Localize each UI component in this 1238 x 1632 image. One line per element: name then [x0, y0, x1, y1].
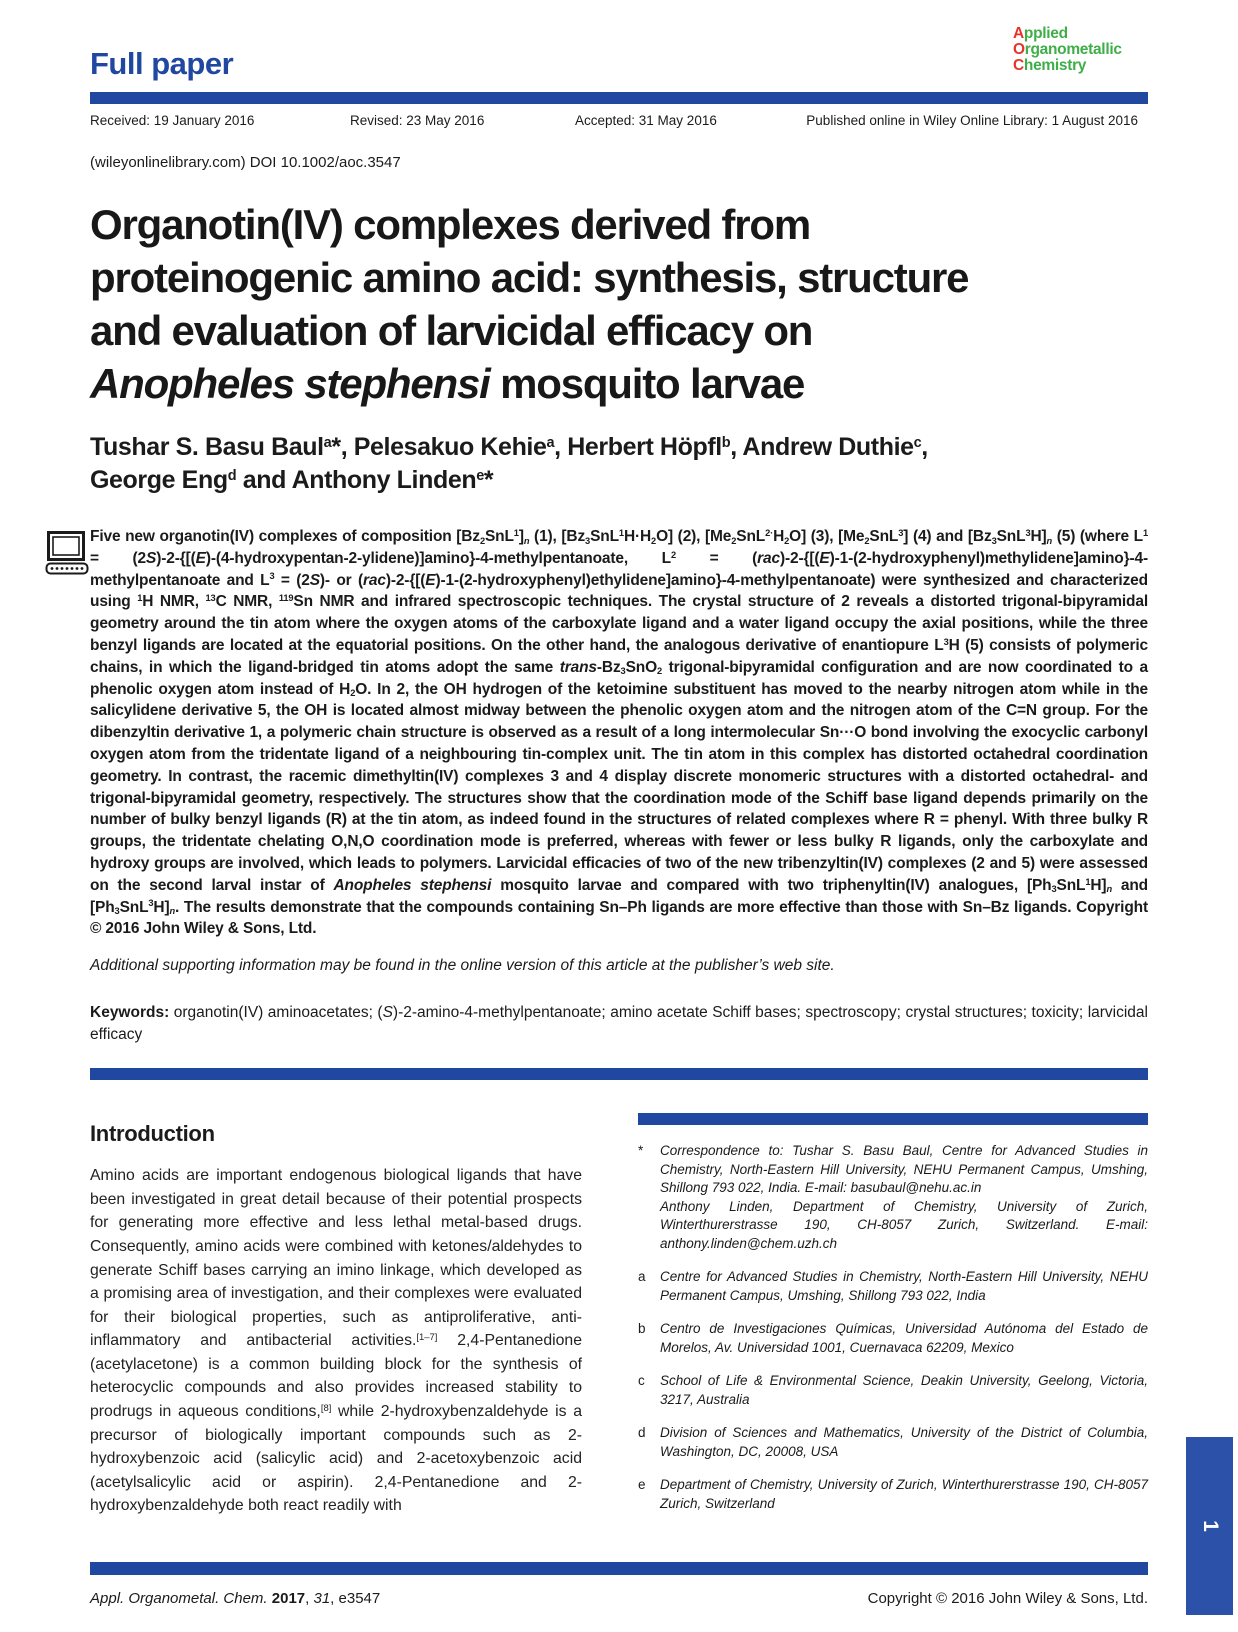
affiliation-text: School of Life & Environmental Science, Deakin University, Geelong, Victoria, 3217, Australia	[660, 1373, 1148, 1407]
received-date: Received: 19 January 2016	[90, 113, 255, 128]
page-content	[90, 0, 1148, 1518]
affiliation-label: e	[638, 1477, 646, 1493]
affiliation-text: Centro de Investigaciones Químicas, Universidad Autónoma del Estado de Morelos, Av. Universidad 1001, Cuernavaca 62209, Mexico	[660, 1321, 1148, 1355]
affiliation-item	[638, 1320, 1148, 1357]
revised-date: Revised: 23 May 2016	[350, 113, 485, 128]
author-list: Tushar S. Basu Baul$^a$*, Pelesakuo Kehie$^a$, Herbert Höpfl$^b$, Andrew Duthie$^c$, George Eng$^d$ and Anthony Linden$^e$*	[90, 433, 928, 494]
affiliation-text: Division of Sciences and Mathematics, University of the District of Columbia, Washington, DC, 20008, USA	[660, 1425, 1148, 1459]
correspondence-marker: *	[638, 1143, 644, 1159]
published-date: Published online in Wiley Online Library: 1 August 2016	[806, 113, 1138, 128]
supporting-info-note: Additional supporting information may be found in the online version of this article at the publisher’s web site.	[90, 957, 835, 975]
left-column	[90, 1080, 582, 1518]
affiliation-label: b	[638, 1321, 646, 1337]
affiliation-item	[638, 1372, 1148, 1409]
doi-line: (wileyonlinelibrary.com) DOI 10.1002/aoc.3547	[90, 154, 401, 171]
page-footer	[90, 1562, 1148, 1607]
page-number: 1	[1198, 1520, 1222, 1532]
affiliation-item	[638, 1476, 1148, 1513]
header-rule	[90, 92, 1148, 104]
supporting-info-computer-icon	[45, 529, 91, 581]
journal-logo	[1013, 26, 1122, 74]
logo-line-applied: Applied	[1013, 25, 1068, 42]
keywords-label: Keywords:	[90, 1004, 170, 1022]
affiliation-text: Department of Chemistry, University of Zurich, Winterthurerstrasse 190, CH-8057 Zurich, Switzerland	[660, 1477, 1148, 1511]
introduction-heading: Introduction	[90, 1121, 215, 1147]
abstract-text: Five new organotin(IV) complexes of composition $[Bz_2SnL^1]_n$ (1), $[Bz_3SnL^1H\cdot H_2O]$ (2), $[Me_2SnL^{2\cdot}H_2O]$ (3), $[Me_2SnL^3]$ (4) and $[Bz_3SnL^3H]_n$ (5) (where $L^1$ = (2S)-2-{[(E)-(4-hydroxypentan-2-ylidene)]amino}-4-methylpentanoate, $L^2$ = (rac)-2-{[(E)-1-(2-hydroxyphenyl)methylidene]amino}-4-methylpentanoate and $L^3 = (2S)-$ or (rac)-2-{[(E)-1-(2-hydroxyphenyl)ethylidene]amino}-4-methylpentanoate) were synthesized and characterized using $^1$H NMR, $^{13}$C NMR, $^{119}$Sn NMR and infrared spectroscopic techniques. The crystal structure of 2 reveals a distorted trigonal-bipyramidal geometry around the tin atom where the oxygen atoms of the carboxylate ligand and a water ligand occupy the axial positions, while the three benzyl ligands are located at the equatorial positions. On the other hand, the analogous derivative of enantiopure $L^3H$ (5) consists of polymeric chains, in which the ligand-bridged tin atoms adopt the same trans-$Bz_3SnO_2$ trigonal-bipyramidal configuration and are now coordinated to a phenolic oxygen atom instead of $H_2O$. In 2, the OH hydrogen of the ketoimine substituent has moved to the nearby nitrogen atom while in the salicylidene derivative 5, the OH is located almost midway between the phenolic oxygen atom and the nitrogen atom of the C=N group. For the dibenzyltin derivative 1, a polymeric chain structure is observed as a result of a long intermolecular Sn···O bond involving the exocyclic carbonyl oxygen atom from the tridentate ligand of a neighbouring tin-complex unit. The tin atom in this complex has distorted octahedral coordination geometry. In contrast, the racemic dimethyltin(IV) complexes 3 and 4 display discrete monomeric structures with a distorted octahedral- and trigonal-bipyramidal geometry, respectively. The structures show that the coordination mode of the Schiff base ligand depends primarily on the number of bulky benzyl ligands (R) at the tin atom, as indeed found in the structures of related complexes where R = phenyl. With three bulky R groups, the tridentate chelating O,N,O coordination mode is preferred, whereas with fewer or less bulky R ligands, only the carboxylate and hydroxy groups are involved, which leads to polymers. Larvicidal efficacies of two of the new tribenzyltin(IV) complexes (2 and 5) were assessed on the second larval instar of Anopheles stephensi mosquito larvae and compared with two triphenyltin(IV) analogues, $[Ph_3SnL^1H]_n$ and $[Ph_3SnL^3H]_n$. The results demonstrate that the compounds containing Sn–Ph ligands are more effective than those with Sn–Bz ligands. Copyright © 2016 John Wiley & Sons, Ltd.	[90, 527, 1149, 938]
introduction-paragraph: Amino acids are important endogenous biological ligands that have been investigated in great detail because of their potential prospects for generating more effective and less lethal metal-based drugs. Consequently, amino acids were combined with ketones/aldehydes to generate Schiff bases carrying an imino linkage, which developed as a promising area of investigation, and their complexes were evaluated for their biological properties, such as antiproliferative, anti-inflammatory and antibacterial activities.[1–7] 2,4-Pentanedione (acetylacetone) is a common building block for the synthesis of heterocyclic compounds and also provides increased stability to prodrugs in aqueous conditions,[8] while 2-hydroxybenzaldehyde is a precursor of biologically important compounds such as 2-hydroxybenzoic acid (salicylic acid) and 2-acetoxybenzoic acid (acetylsalicylic acid or aspirin). 2,4-Pentanedione and 2-hydroxybenzaldehyde both react readily with	[90, 1167, 582, 1515]
right-column-rule	[638, 1113, 1148, 1125]
correspondence-text: Correspondence to: Tushar S. Basu Baul, Centre for Advanced Studies in Chemistry, North-Eastern Hill University, NEHU Permanent Campus, Umshing, Shillong 793 022, India. E-mail: basubaul@nehu.ac.in Anthony Linden, Department of Chemistry, University of Zurich, Winterthurerstrasse 190, CH-8057 Zurich, Switzerland. E-mail: anthony.linden@chem.uzh.ch	[660, 1143, 1148, 1251]
correspondence-note	[638, 1142, 1148, 1253]
footer-rule	[90, 1562, 1148, 1575]
abstract-section	[90, 526, 1148, 940]
affiliation-label: c	[638, 1373, 645, 1389]
page-number-tab	[1186, 1437, 1233, 1615]
two-column-area	[90, 1080, 1148, 1518]
footer-row	[90, 1590, 1148, 1607]
affiliation-label: a	[638, 1269, 646, 1285]
affiliation-item	[638, 1424, 1148, 1461]
keywords-line	[90, 1002, 1148, 1046]
keywords-text: organotin(IV) aminoacetates; (S)-2-amino-4-methylpentanoate; amino acetate Schiff bases; spectroscopy; crystal structures; toxicity; larvicidal efficacy	[90, 1004, 1148, 1044]
copyright-notice: Copyright © 2016 John Wiley & Sons, Ltd.	[867, 1590, 1148, 1607]
logo-line-chemistry: Chemistry	[1013, 57, 1087, 74]
affiliation-label: d	[638, 1425, 646, 1441]
mid-rule	[90, 1068, 1148, 1080]
right-column	[638, 1080, 1148, 1518]
section-label: Full paper	[90, 46, 234, 81]
journal-reference: Appl. Organometal. Chem. 2017, 31, e3547	[90, 1590, 381, 1607]
affiliation-item	[638, 1268, 1148, 1305]
article-title: Organotin(IV) complexes derived from proteinogenic amino acid: synthesis, structure and evaluation of larvicidal efficacy on Anopheles stephensi mosquito larvae	[90, 201, 969, 407]
dates-row	[90, 113, 1148, 130]
accepted-date: Accepted: 31 May 2016	[575, 113, 717, 128]
affiliation-text: Centre for Advanced Studies in Chemistry, North-Eastern Hill University, NEHU Permanent Campus, Umshing, Shillong 793 022, India	[660, 1269, 1148, 1303]
logo-line-organometallic: Organometallic	[1013, 41, 1122, 58]
